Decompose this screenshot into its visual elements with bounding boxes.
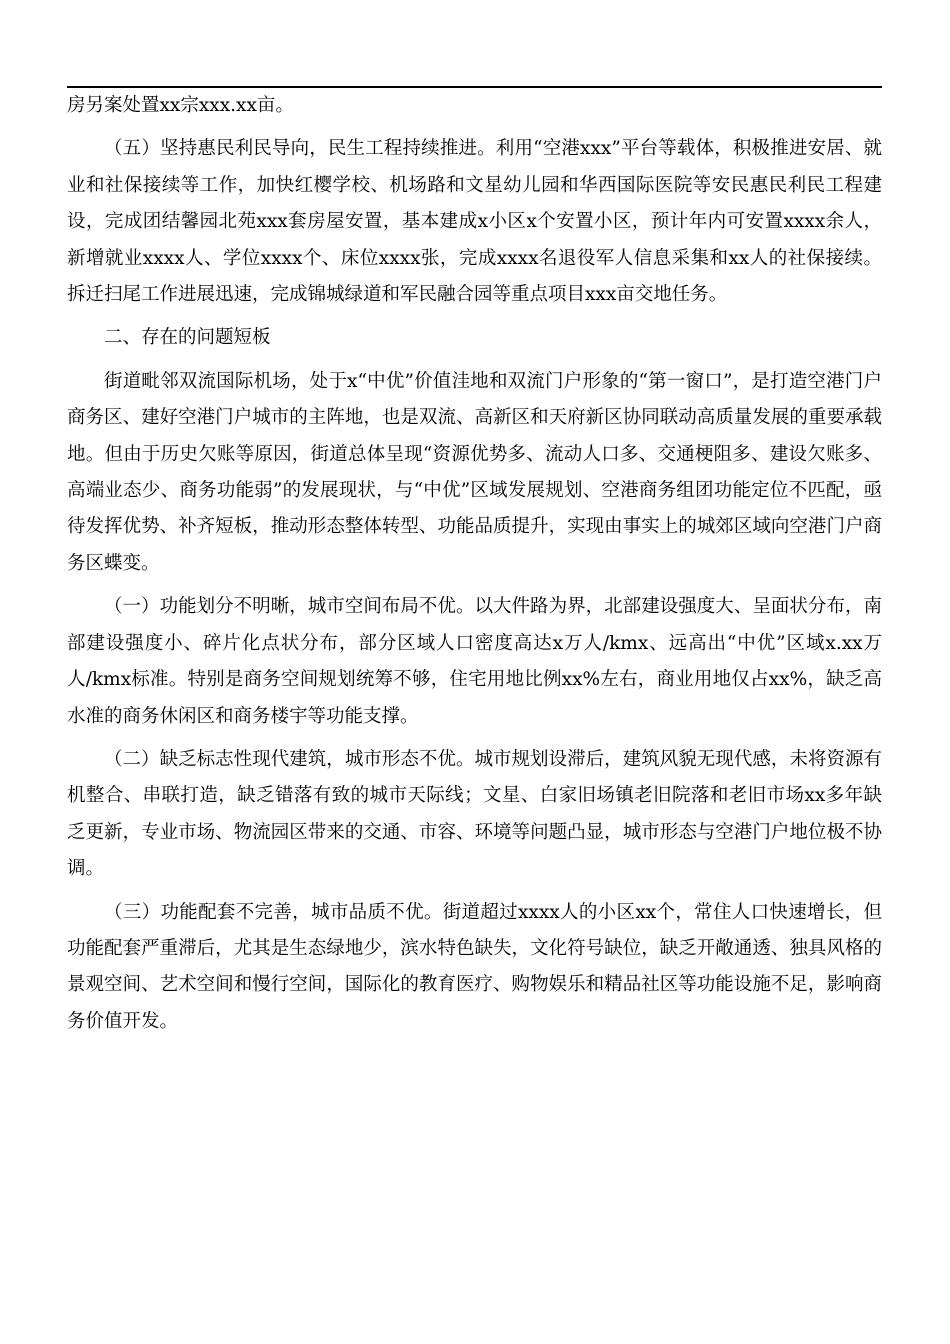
paragraph-problem-1: （一）功能划分不明晰，城市空间布局不优。以大件路为界，北部建设强度大、呈面状分布，南部建设强度小、碎片化点状分布，部分区域人口密度高达x万人/kmx、远高出“中优”区域x.xx万人/kmx标准。特别是商务空间规划统筹不够，住宅用地比例xx%左右，商业用地仅占xx%，缺乏高水准的商务休闲区和商务楼宇等功能支撑。 [67,596,882,727]
paragraph-section-5: （五）坚持惠民利民导向，民生工程持续推进。利用“空港xxx”平台等载体，积极推进安居、就业和社保接续等工作，加快红樱学校、机场路和文星幼儿园和华西国际医院等安民惠民利民工程建设，完成团结馨园北苑xxx套房屋安置，基本建成x小区x个安置小区，预计年内可安置xxxx余人，新增就业xxxx人、学位xxxx个、床位xxxx张，完成xxxx名退役军人信息采集和xx人的社保接续。拆迁扫尾工作进展迅速，完成锦城绿道和军民融合园等重点项目xxx亩交地任务。 [67,138,882,306]
paragraph-problem-2: （二）缺乏标志性现代建筑，城市形态不优。城市规划设滞后，建筑风貌无现代感，未将资源有机整合、串联打造，缺乏错落有致的城市天际线；文星、白家旧场镇老旧院落和老旧市场xx多年缺乏更新，专业市场、物流园区带来的交通、市容、环境等问题凸显，城市形态与空港门户地位极不协调。 [67,748,882,880]
paragraph-continuation: 房另案处置xx宗xxx.xx亩。 [67,95,294,116]
paragraph-overview: 街道毗邻双流国际机场，处于x“中优”价值洼地和双流门户形象的“第一窗口”，是打造空港门户商务区、建好空港门户城市的主阵地，也是双流、高新区和天府新区协同联动高质量发展的重要承载地。但由于历史欠账等原因，街道总体呈现“资源优势多、流动人口多、交通梗阻多、建设欠账多、高端业态少、商务功能弱”的发展现状，与“中优”区域发展规划、空港商务组团功能定位不匹配，亟待发挥优势、补齐短板，推动形态整体转型、功能品质提升，实现由事实上的城郊区域向空港门户商务区蝶变。 [67,370,882,574]
section-heading-problems: 二、存在的问题短板 [104,327,271,349]
paragraph-problem-3: （三）功能配套不完善，城市品质不优。街道超过xxxx人的小区xx个，常住人口快速增长，但功能配套严重滞后，尤其是生态绿地少，滨水特色缺失，文化符号缺位，缺乏开敞通透、独具风格的景观空间、艺术空间和慢行空间，国际化的教育医疗、购物娱乐和精品社区等功能设施不足，影响商务价值开发。 [67,901,882,1032]
document-body [67,88,882,1040]
